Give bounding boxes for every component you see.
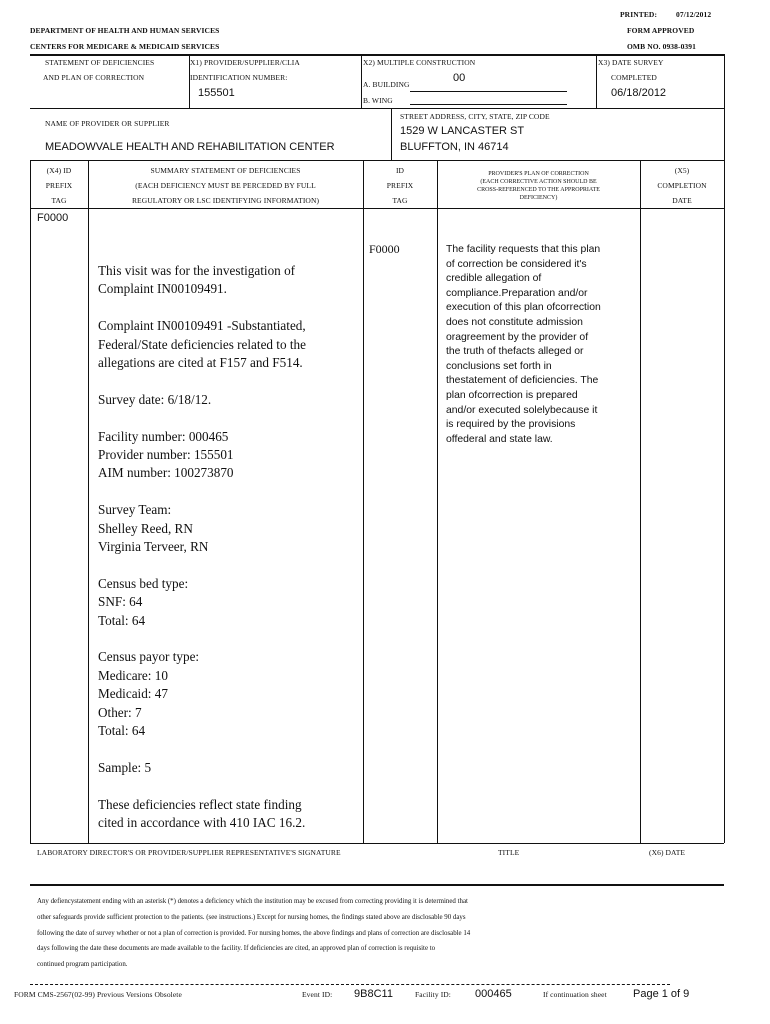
id-header: ID bbox=[395, 166, 405, 175]
paragraph: Survey date: 6/18/12. bbox=[98, 391, 212, 407]
centers-name: CENTERS FOR MEDICARE & MEDICAID SERVICES bbox=[30, 42, 220, 51]
plan-of-correction-text: The facility requests that this plan of correction be considered it's credible allegation of compliance.Preparation and/or execution of this plan ofcorrection does not constitute admission oragreement by the provider of the truth of thefacts alleged or conclusions set forth in thestatement of deficiencies. The plan ofcorrection is prepared and/or executed solelybecause it is required by the provisions offederal and state law. bbox=[446, 244, 601, 445]
page-number: Page 1 of 9 bbox=[633, 988, 690, 1000]
department-name: DEPARTMENT OF HEALTH AND HUMAN SERVICES bbox=[30, 26, 220, 35]
building-label: A. BUILDING bbox=[363, 80, 410, 89]
date-survey-label: X3) DATE SURVEY bbox=[598, 58, 664, 67]
signature-rule bbox=[30, 884, 724, 886]
provider-id-label: X1) PROVIDER/SUPPLIER/CLIA bbox=[190, 58, 300, 67]
multiple-construction-label: X2) MULTIPLE CONSTRUCTION bbox=[363, 58, 476, 67]
x4-tag-header: TAG bbox=[51, 196, 67, 205]
divider bbox=[640, 160, 641, 843]
date-header: DATE bbox=[672, 196, 692, 205]
printed-date: 07/12/2012 bbox=[676, 10, 712, 19]
provider-name-label: NAME OF PROVIDER OR SUPPLIER bbox=[45, 119, 170, 128]
paragraph: Facility number: 000465 Provider number: 155501 AIM number: 100273870 bbox=[98, 428, 234, 481]
survey-date-value: 06/18/2012 bbox=[611, 87, 667, 99]
x4-prefix-header: PREFIX bbox=[45, 181, 73, 190]
omb-number: OMB NO. 0938-0391 bbox=[627, 42, 696, 51]
summary-note-2: REGULATORY OR LSC IDENTIFYING INFORMATION) bbox=[131, 196, 320, 205]
facility-id-label: Facility ID: bbox=[415, 990, 451, 999]
divider bbox=[391, 108, 392, 160]
plan-of-correction-label: AND PLAN OF CORRECTION bbox=[43, 73, 145, 82]
paragraph: Census payor type: Medicare: 10 Medicaid: 47 Other: 7 Total: 64 bbox=[98, 649, 200, 739]
printed-label: PRINTED: bbox=[620, 10, 658, 19]
disclaimer-line: days following the date these documents are made available to the facility. If deficiencies are cited, an approved plan of correction is requisite to bbox=[37, 945, 436, 953]
plan-note: (EACH CORRECTIVE ACTION SHOULD BE bbox=[480, 179, 597, 185]
title-label: TITLE bbox=[498, 848, 520, 857]
disclaimer-rule bbox=[30, 984, 670, 985]
event-id-label: Event ID: bbox=[302, 990, 333, 999]
disclaimer bbox=[37, 894, 717, 973]
paragraph: These deficiencies reflect state finding cited in accordance with 410 IAC 16.2. bbox=[98, 796, 306, 831]
summary-header: SUMMARY STATEMENT OF DEFICIENCIES bbox=[150, 166, 301, 175]
wing-underline bbox=[410, 104, 567, 105]
continuation-label: If continuation sheet bbox=[543, 990, 607, 999]
disclaimer-line: continued program participation. bbox=[37, 961, 128, 969]
disclaimer-line: Any defiencystatement ending with an asterisk (*) denotes a deficiency which the institution may be excused from correcting providing it is determined that bbox=[37, 898, 468, 905]
paragraph: Survey Team: Shelley Reed, RN Virginia Terveer, RN bbox=[98, 502, 209, 555]
divider bbox=[30, 160, 724, 161]
divider bbox=[724, 54, 725, 160]
tag-header: TAG bbox=[392, 196, 408, 205]
signature-label: LABORATORY DIRECTOR'S OR PROVIDER/SUPPLIER REPRESENTATIVE'S SIGNATURE bbox=[37, 848, 341, 857]
divider bbox=[30, 208, 724, 209]
event-id-value: 9B8C11 bbox=[354, 988, 393, 1000]
summary-note: (EACH DEFICIENCY MUST BE PERCEDED BY FULL bbox=[135, 181, 316, 190]
completed-label: COMPLETED bbox=[611, 73, 657, 82]
provider-id-value: 155501 bbox=[198, 87, 235, 99]
prefix-header: PREFIX bbox=[386, 181, 414, 190]
provider-name-value: MEADOWVALE HEALTH AND REHABILITATION CENTER bbox=[45, 141, 335, 153]
plan-header: PROVIDER'S PLAN OF CORRECTION bbox=[488, 171, 589, 177]
address-label: STREET ADDRESS, CITY, STATE, ZIP CODE bbox=[400, 112, 550, 121]
building-value: 00 bbox=[453, 72, 466, 84]
completion-header: COMPLETION bbox=[657, 181, 707, 190]
divider bbox=[30, 843, 724, 844]
divider bbox=[363, 160, 364, 843]
plan-note-3: DEFICIENCY) bbox=[519, 195, 558, 201]
building-underline bbox=[410, 91, 567, 92]
paragraph: This visit was for the investigation of Complaint IN00109491. bbox=[98, 263, 296, 297]
address-city: BLUFFTON, IN 46714 bbox=[400, 141, 509, 153]
form-approved: FORM APPROVED bbox=[627, 26, 695, 35]
form-number: FORM CMS-2567(02-99) Previous Versions Obsolete bbox=[14, 990, 182, 999]
facility-id-value: 000465 bbox=[475, 988, 512, 1000]
paragraph: Complaint IN00109491 -Substantiated, Federal/State deficiencies related to the allegations are cited at F157 and F514. bbox=[98, 318, 306, 371]
divider bbox=[724, 160, 725, 843]
divider bbox=[361, 54, 362, 108]
right-prefix-tag: F0000 bbox=[369, 242, 400, 256]
address-street: 1529 W LANCASTER ST bbox=[400, 125, 525, 137]
divider bbox=[596, 54, 597, 108]
paragraph: Sample: 5 bbox=[98, 759, 152, 775]
x4-id-header: (X4) ID bbox=[46, 166, 72, 175]
left-prefix-tag: F0000 bbox=[37, 212, 69, 224]
divider bbox=[30, 108, 724, 109]
disclaimer-line: other safeguards provide sufficient protection to the patients. (see instructions.) Except for nursing homes, the findings stated above are disclosable 90 days bbox=[37, 913, 466, 921]
header-top-rule bbox=[30, 54, 724, 56]
paragraph: Census bed type: SNF: 64 Total: 64 bbox=[98, 575, 189, 628]
divider bbox=[88, 160, 89, 843]
x5-header: (X5) bbox=[674, 166, 690, 175]
x6-date-label: (X6) DATE bbox=[649, 848, 686, 857]
disclaimer-line: following the date of survey whether or not a plan of correction is provided. For nursing homes, the above findings and plans of correction are disclosable 14 bbox=[37, 929, 471, 937]
plan-note-2: CROSS-REFERENCED TO THE APPROPRIATE bbox=[477, 187, 600, 193]
divider bbox=[30, 160, 31, 843]
wing-label: B. WING bbox=[363, 96, 393, 105]
identification-label: IDENTIFICATION NUMBER: bbox=[190, 73, 288, 82]
deficiency-summary bbox=[98, 262, 360, 832]
divider bbox=[437, 160, 438, 843]
statement-label: STATEMENT OF DEFICIENCIES bbox=[45, 58, 155, 67]
